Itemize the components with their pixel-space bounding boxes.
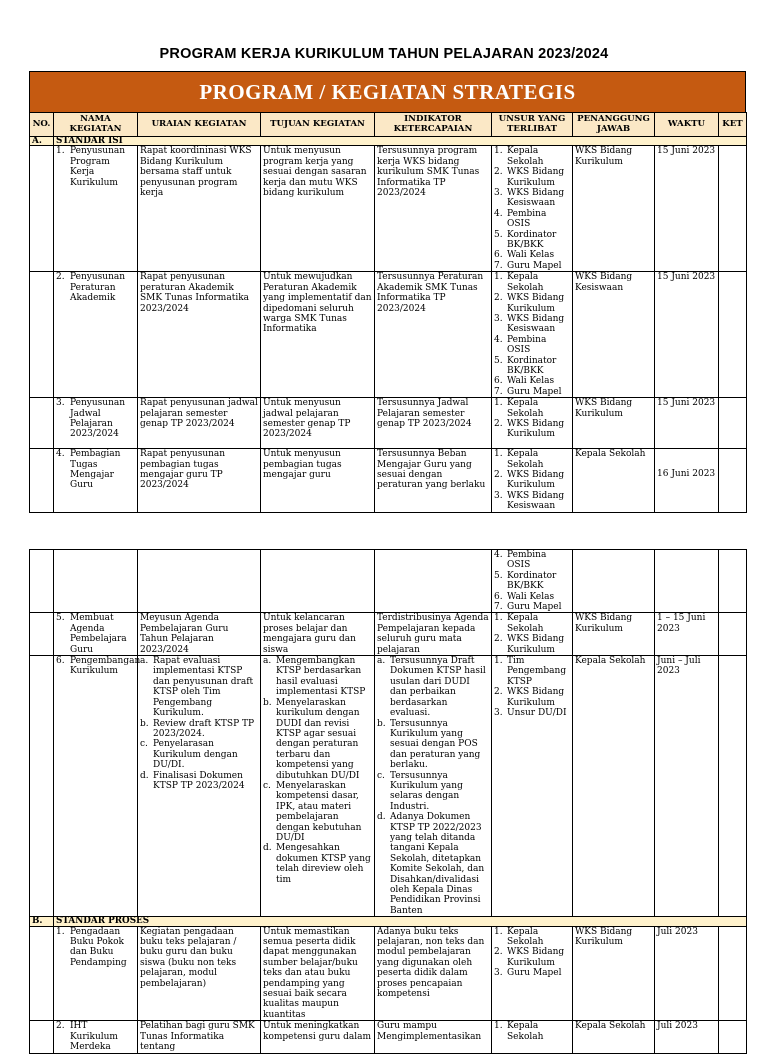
table-row: 3. Penyusunan Jadwal Pelajaran 2023/2024 Rapat penyusunan jadwal pelajaran semester genap TP 2023/2024 Untuk menyusun jadwal pelajaran semester genap TP 2023/2024 Tersusunnya Jadwal Pelajaran semester genap TP 2023/2024 1. Kepala Sekolah 2. WKS Bidang Kurikulum WKS Bidang Kurikulum 15 Juni 2023 xyxy=(30,398,747,449)
list-item: b. Review draft KTSP TP 2023/2024. xyxy=(140,718,255,739)
list-item: b. Tersusunnya Kurikulum yang sesuai dengan POS dan peraturan yang berlaku. xyxy=(377,718,481,771)
list-item: 2. WKS Bidang Kurikulum xyxy=(494,687,565,708)
program-table-page-2 xyxy=(29,549,747,1054)
page-2 xyxy=(29,549,746,1054)
activity-indicator: Terdistribusinya Agenda Pempelajaran kepada seluruh guru mata pelajaran xyxy=(375,613,492,656)
notes xyxy=(719,656,747,917)
list-item: 3. Unsur DU/DI xyxy=(494,708,567,719)
header-nama-kegiatan: NAMA KEGIATAN xyxy=(54,113,138,137)
header-ket: KET xyxy=(719,113,747,137)
activity-goal-list xyxy=(263,656,372,885)
involved-parties-list xyxy=(494,927,570,979)
responsible-party: Kepala Sekolah xyxy=(573,656,655,917)
responsible-party: WKS Bidang Kurikulum xyxy=(573,926,655,1021)
activity-description: Rapat koordininasi WKS Bidang Kurikulum bersama staff untuk penyusunan program kerja xyxy=(138,146,261,272)
list-item: 7. Guru Mapel xyxy=(494,386,562,397)
activity-goal: Untuk menyusun jadwal pelajaran semester genap TP 2023/2024 xyxy=(261,398,375,449)
list-item: b. Menyelaraskan kurikulum dengan DUDI dan revisi KTSP agar sesuai dengan peraturan terbaru dan kompetensi yang dibutuhkan DU/DI xyxy=(263,697,360,781)
activity-description: Rapat penyusunan pembagian tugas mengajar guru TP 2023/2024 xyxy=(138,449,261,512)
table-row: 2. Penyusunan Peraturan Akademik Rapat penyusunan peraturan Akademik SMK Tunas Informatika 2023/2024 Untuk mewujudkan Peraturan Akademik yang implementatif dan dipedomani seluruh warga SMK Tunas Informatika Tersusunnya Peraturan Akademik SMK Tunas Informatika TP 2023/2024 1. Kepala Sekolah 2. WKS Bidang Kurikulum 3. WKS Bidang Kesiswaan 4. Pembina OSIS 5. Kordinator BK/BKK 6. Wali Kelas 7. Guru Mapel WKS Bidang Kesiswaan 15 Juni 2023 xyxy=(30,272,747,398)
responsible-party: Kepala Sekolah xyxy=(573,449,655,512)
section-row-standar-isi xyxy=(30,137,747,146)
list-item: a. Rapat evaluasi implementasi KTSP dan penyusunan draft KTSP oleh Tim Pengembang Kurikulum. xyxy=(140,656,254,719)
list-item: 2. WKS Bidang Kurikulum xyxy=(494,418,565,440)
list-item: 7. Guru Mapel xyxy=(494,602,562,613)
list-item: c. Tersusunnya Kurikulum yang selaras dengan Industri. xyxy=(377,770,463,812)
list-item: d. Adanya Dokumen KTSP TP 2022/2023 yang telah ditanda tangani Kepala Sekolah, ditetapkan Komite Sekolah, dan Disahkan/divalidasi oleh Kepala Dinas Pendidikan Provinsi Banten xyxy=(377,812,485,916)
list-item: 3. WKS Bidang Kesiswaan xyxy=(494,188,565,209)
schedule: Juni – Juli 2023 xyxy=(655,656,719,917)
list-item: 2. WKS Bidang Kurikulum xyxy=(494,293,565,314)
activity-name: Penyusunan Jadwal Pelajaran 2023/2024 xyxy=(70,398,126,440)
activity-goal: Untuk mewujudkan Peraturan Akademik yang implementatif dan dipedomani seluruh warga SMK Tunas Informatika xyxy=(261,272,375,398)
activity-description: Rapat penyusunan jadwal pelajaran semester genap TP 2023/2024 xyxy=(138,398,261,449)
activity-goal: Untuk menyusun program kerja yang sesuai dengan sasaran kerja dan mutu WKS bidang kurikulum xyxy=(261,146,375,272)
header-no: NO. xyxy=(30,113,54,137)
header-uraian-kegiatan: URAIAN KEGIATAN xyxy=(138,113,261,137)
involved-parties-list xyxy=(494,1021,570,1042)
activity-indicator: Tersusunnya Jadwal Pelajaran semester genap TP 2023/2024 xyxy=(375,398,492,449)
list-item: 6. Wali Kelas xyxy=(494,250,555,261)
involved-parties-list xyxy=(494,550,570,612)
activity-description: Rapat penyusunan peraturan Akademik SMK Tunas Informatika 2023/2024 xyxy=(138,272,261,398)
activity-name: Membuat Agenda Pembelajara Guru xyxy=(70,613,127,655)
list-item: 6. Wali Kelas xyxy=(494,591,555,602)
table-row: 1. Pengadaan Buku Pokok dan Buku Pendamping Kegiatan pengadaan buku teks pelajaran / buku guru dan buku siswa (buku non teks pelajaran, modul pembelajaran) Untuk memastikan semua peserta didik dapat menggunakan sumber belajar/buku teks dan atau buku pendamping yang sesuai baik secara kualitas maupun kuantitas Adanya buku teks pelajaran, non teks dan modul pembelajaran yang digunakan oleh peserta didik dalam proses pencapaian kompetensi 1. Kepala Sekolah 2. WKS Bidang Kurikulum 3. Guru Mapel WKS Bidang Kurikulum Juli 2023 xyxy=(30,926,747,1021)
header-penanggung-jawab: PENANGGUNG JAWAB xyxy=(573,113,655,137)
schedule: Juli 2023 xyxy=(655,926,719,1021)
section-row-standar-proses xyxy=(30,917,747,926)
list-item: 1. Kepala Sekolah xyxy=(494,146,544,167)
responsible-party: WKS Bidang Kurikulum xyxy=(573,613,655,656)
list-item: 4. Pembina OSIS xyxy=(494,208,547,230)
activity-description-list xyxy=(140,656,258,791)
section-label: STANDAR ISI xyxy=(54,137,747,146)
section-label: STANDAR PROSES xyxy=(54,917,747,926)
schedule: 15 Juni 2023 xyxy=(655,146,719,272)
activity-indicator-list xyxy=(377,656,489,916)
page-1 xyxy=(29,71,746,513)
involved-parties-list xyxy=(494,146,570,271)
table-row: 5. Membuat Agenda Pembelajara Guru Meyusun Agenda Pembelajaran Guru Tahun Pelajaran 2023/2024 Untuk kelancaran proses belajar dan mengajara guru dan siswa Terdistribusinya Agenda Pempelajaran kepada seluruh guru mata pelajaran 1. Kepala Sekolah 2. WKS Bidang Kurikulum WKS Bidang Kurikulum 1 – 15 Juni 2023 xyxy=(30,613,747,656)
schedule: Juli 2023 xyxy=(655,1021,719,1053)
activity-name: Pembagian Tugas Mengajar Guru xyxy=(70,449,121,491)
notes xyxy=(719,613,747,656)
activity-name: IHT Kurikulum Merdeka xyxy=(70,1021,118,1053)
table-header-row xyxy=(30,113,747,137)
list-item: a. Tersusunnya Draft Dokumen KTSP hasil usulan dari DUDI dan perbaikan berdasarkan evaluasi. xyxy=(377,656,486,719)
notes xyxy=(719,1021,747,1053)
activity-description: Pelatihan bagi guru SMK Tunas Informatika tentang xyxy=(138,1021,261,1053)
schedule: 1 – 15 Juni 2023 xyxy=(655,613,719,656)
list-item: 2. WKS Bidang Kurikulum xyxy=(494,947,565,968)
notes xyxy=(719,926,747,1021)
header-unsur: UNSUR YANG TERLIBAT xyxy=(492,113,573,137)
notes xyxy=(719,272,747,398)
table-row: 4. Pembagian Tugas Mengajar Guru Rapat penyusunan pembagian tugas mengajar guru TP 2023/2024 Untuk menyusun pembagian tugas mengajar guru Tersusunnya Beban Mengajar Guru yang sesuai dengan peraturan yang berlaku 1. Kepala Sekolah 2. WKS Bidang Kurikulum 3. WKS Bidang Kesiswaan Kepala Sekolah 16 Juni 2023 xyxy=(30,449,747,512)
table-row: 1. Penyusunan Program Kerja Kurikulum Rapat koordininasi WKS Bidang Kurikulum bersama staff untuk penyusunan program kerja Untuk menyusun program kerja yang sesuai dengan sasaran kerja dan mutu WKS bidang kurikulum Tersusunnya program kerja WKS bidang kurikulum SMK Tunas Informatika TP 2023/2024 1. Kepala Sekolah 2. WKS Bidang Kurikulum 3. WKS Bidang Kesiswaan 4. Pembina OSIS 5. Kordinator BK/BKK 6. Wali Kelas 7. Guru Mapel WKS Bidang Kurikulum 15 Juni 2023 xyxy=(30,146,747,272)
header-waktu: WAKTU xyxy=(655,113,719,137)
involved-parties-list xyxy=(494,449,570,511)
activity-indicator: Tersusunnya Beban Mengajar Guru yang sesuai dengan peraturan yang berlaku xyxy=(375,449,492,512)
activity-description: Kegiatan pengadaan buku teks pelajaran / buku guru dan buku siswa (buku non teks pelajaran, modul pembelajaran) xyxy=(138,926,261,1021)
activity-name: Penyusunan Peraturan Akademik xyxy=(70,272,126,304)
list-item: 5. Kordinator BK/BKK xyxy=(494,355,557,376)
activity-indicator: Tersusunnya program kerja WKS bidang kurikulum SMK Tunas Informatika TP 2023/2024 xyxy=(375,146,492,272)
schedule: 15 Juni 2023 xyxy=(655,272,719,398)
document-title: PROGRAM KERJA KURIKULUM TAHUN PELAJARAN 2023/2024 xyxy=(159,46,609,62)
schedule: 16 Juni 2023 xyxy=(657,469,716,480)
list-item: c. Menyelaraskan kompetensi dasar, IPK, atau materi pembelajaran dengan kebutuhan DU/DI xyxy=(263,780,362,843)
table-row: 6. Pengembangan Kurikulum a. Rapat evaluasi implementasi KTSP dan penyusunan draft KTSP oleh Tim Pengembang Kurikulum. b. Review draft KTSP TP 2023/2024. c. Penyelarasan Kurikulum dengan DU/DI. d. Finalisasi Dokumen KTSP TP 2023/2024 a. Mengembangkan KTSP berdasarkan hasil evaluasi implementasi KTSP b. Menyelaraskan kurikulum dengan DUDI dan revisi KTSP agar sesuai dengan peraturan terbaru dan kompetensi yang dibutuhkan DU/DI c. Menyelaraskan kompetensi dasar, IPK, atau materi pembelajaran dengan kebutuhan DU/DI d. Mengesahkan dokumen KTSP yang telah direview oleh tim a. Tersusunnya Draft Dokumen KTSP hasil usulan dari DUDI dan perbaikan berdasarkan evaluasi. b. Tersusunnya Kurikulum yang sesuai dengan POS dan peraturan yang berlaku. c. Tersusunnya Kurikulum yang selaras dengan Industri. d. Adanya Dokumen KTSP TP 2022/2023 yang telah ditanda tangani Kepala Sekolah, ditetapkan Komite Sekolah, dan Disahkan/divalidasi oleh Kepala Dinas Pendidikan Provinsi Banten 1. Tim Pengembang KTSP 2. WKS Bidang Kurikulum 3. Unsur DU/DI Kepala Sekolah Juni – Juli 2023 xyxy=(30,656,747,917)
list-item: 1. Kepala Sekolah xyxy=(494,449,544,470)
list-item: 5. Kordinator BK/BKK xyxy=(494,570,557,592)
program-table-page-1 xyxy=(29,112,747,513)
involved-parties-list xyxy=(494,398,570,440)
activity-description: Meyusun Agenda Pembelajaran Guru Tahun Pelajaran 2023/2024 xyxy=(138,613,261,656)
strategic-program-banner: PROGRAM / KEGIATAN STRATEGIS xyxy=(29,71,746,112)
table-row-continued xyxy=(30,550,747,613)
section-number: B. xyxy=(30,917,54,926)
list-item: d. Finalisasi Dokumen KTSP TP 2023/2024 xyxy=(140,770,245,791)
list-item: 2. WKS Bidang Kurikulum xyxy=(494,469,565,491)
responsible-party: Kepala Sekolah xyxy=(573,1021,655,1053)
responsible-party: WKS Bidang Kurikulum xyxy=(573,146,655,272)
notes xyxy=(719,449,747,512)
notes xyxy=(719,398,747,449)
list-item: d. Mengesahkan dokumen KTSP yang telah direview oleh tim xyxy=(263,843,371,885)
list-item: 6. Wali Kelas xyxy=(494,376,555,387)
activity-name: Pengadaan Buku Pokok dan Buku Pendamping xyxy=(70,926,127,968)
section-number: A. xyxy=(30,137,54,146)
notes xyxy=(719,146,747,272)
activity-goal: Untuk meningkatkan kompetensi guru dalam xyxy=(261,1021,375,1053)
involved-parties-list xyxy=(494,272,570,397)
header-tujuan-kegiatan: TUJUAN KEGIATAN xyxy=(261,113,375,137)
list-item: 2. WKS Bidang Kurikulum xyxy=(494,167,565,188)
list-item: a. Mengembangkan KTSP berdasarkan hasil evaluasi implementasi KTSP xyxy=(263,656,366,698)
responsible-party: WKS Bidang Kurikulum xyxy=(573,398,655,449)
list-item: 4. Pembina OSIS xyxy=(494,334,547,356)
list-item: 2. WKS Bidang Kurikulum xyxy=(494,634,565,655)
list-item: 1. Kepala Sekolah xyxy=(494,1021,544,1042)
responsible-party: WKS Bidang Kesiswaan xyxy=(573,272,655,398)
list-item: 1. Kepala Sekolah xyxy=(494,926,544,948)
list-item: 1. Tim Pengembang KTSP xyxy=(494,656,567,687)
list-item: 3. WKS Bidang Kesiswaan xyxy=(494,313,565,335)
header-indikator: INDIKATOR KETERCAPAIAN xyxy=(375,113,492,137)
schedule: 15 Juni 2023 xyxy=(655,398,719,449)
list-item: 1. Kepala Sekolah xyxy=(494,613,544,634)
activity-goal: Untuk kelancaran proses belajar dan mengajara guru dan siswa xyxy=(261,613,375,656)
list-item: 1. Kepala Sekolah xyxy=(494,272,544,293)
list-item: 7. Guru Mapel xyxy=(494,260,562,271)
involved-parties-list xyxy=(494,613,570,655)
list-item: 3. WKS Bidang Kesiswaan xyxy=(494,490,565,512)
list-item: 3. Guru Mapel xyxy=(494,968,562,979)
activity-goal: Untuk memastikan semua peserta didik dapat menggunakan sumber belajar/buku teks dan atau buku pendamping yang sesuai baik secara kualitas maupun kuantitas xyxy=(261,926,375,1021)
activity-indicator: Tersusunnya Peraturan Akademik SMK Tunas Informatika TP 2023/2024 xyxy=(375,272,492,398)
list-item: c. Penyelarasan Kurikulum dengan DU/DI. xyxy=(140,739,238,771)
list-item: 4. Pembina OSIS xyxy=(494,550,547,571)
list-item: 1. Kepala Sekolah xyxy=(494,398,544,419)
list-item: 5. Kordinator BK/BKK xyxy=(494,229,557,251)
activity-name: Pengembangan Kurikulum xyxy=(70,656,141,677)
activity-goal: Untuk menyusun pembagian tugas mengajar guru xyxy=(261,449,375,512)
involved-parties-list xyxy=(494,656,570,718)
activity-indicator: Guru mampu Mengimplementasikan xyxy=(375,1021,492,1053)
activity-indicator: Adanya buku teks pelajaran, non teks dan modul pembelajaran yang digunakan oleh peserta didik dalam proses pencapaian kompetensi xyxy=(375,926,492,1021)
activity-name: Penyusunan Program Kerja Kurikulum xyxy=(70,146,126,188)
table-row: 2. IHT Kurikulum Merdeka Pelatihan bagi guru SMK Tunas Informatika tentang Untuk meningkatkan kompetensi guru dalam Guru mampu Mengimplementasikan 1. Kepala Sekolah Kepala Sekolah Juli 2023 xyxy=(30,1021,747,1053)
